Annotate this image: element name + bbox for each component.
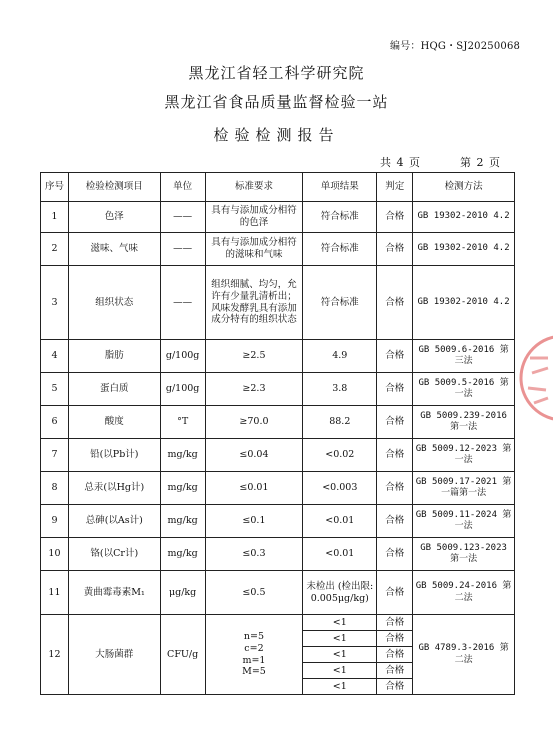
cell-no: 2 bbox=[41, 233, 69, 266]
cell-method: GB 5009.11-2024 第一法 bbox=[413, 505, 515, 538]
cell-method: GB 5009.12-2023 第一法 bbox=[413, 439, 515, 472]
cell-result: <1 bbox=[303, 631, 377, 647]
cell-verdict: 合格 bbox=[377, 571, 413, 615]
requirement-n: n=5 bbox=[243, 630, 265, 642]
cell-method: GB 19302-2010 4.2 bbox=[413, 266, 515, 340]
cell-unit: —— bbox=[160, 266, 205, 340]
org-name-primary: 黑龙江省轻工科学研究院 bbox=[188, 64, 365, 82]
cell-item: 酸度 bbox=[68, 406, 160, 439]
cell-result: <1 bbox=[303, 679, 377, 695]
cell-verdict: 合格 bbox=[377, 340, 413, 373]
cell-no: 1 bbox=[41, 202, 69, 233]
cell-result: 88.2 bbox=[303, 406, 377, 439]
cell-result: 4.9 bbox=[303, 340, 377, 373]
cell-result: <0.003 bbox=[303, 472, 377, 505]
cell-unit: g/100g bbox=[160, 340, 205, 373]
cell-no: 10 bbox=[41, 538, 69, 571]
cell-item: 蛋白质 bbox=[68, 373, 160, 406]
cell-item: 滋味、气味 bbox=[68, 233, 160, 266]
cell-item: 组织状态 bbox=[68, 266, 160, 340]
cell-unit: —— bbox=[160, 233, 205, 266]
cell-verdict: 合格 bbox=[377, 406, 413, 439]
cell-no: 11 bbox=[41, 571, 69, 615]
cell-requirement: 组织细腻、均匀，允许有少量乳清析出；风味发酵乳具有添加成分特有的组织状态 bbox=[205, 266, 303, 340]
col-header-verdict: 判定 bbox=[377, 173, 413, 202]
cell-unit: μg/kg bbox=[160, 571, 205, 615]
cell-verdict: 合格 bbox=[377, 266, 413, 340]
cell-requirement: 具有与添加成分相符的滋味和气味 bbox=[205, 233, 303, 266]
document-number: 编号：HQG・SJ20250068 bbox=[390, 41, 521, 52]
cell-item: 铅(以Pb计) bbox=[68, 439, 160, 472]
cell-method: GB 5009.5-2016 第一法 bbox=[413, 373, 515, 406]
cell-method: GB 5009.239-2016 第一法 bbox=[413, 406, 515, 439]
cell-no: 6 bbox=[41, 406, 69, 439]
cell-no: 7 bbox=[41, 439, 69, 472]
col-header-method: 检测方法 bbox=[413, 173, 515, 202]
cell-no: 12 bbox=[41, 615, 69, 695]
cell-method: GB 5009.123-2023 第一法 bbox=[413, 538, 515, 571]
cell-verdict: 合格 bbox=[377, 647, 413, 663]
cell-requirement: 具有与添加成分相符的色泽 bbox=[205, 202, 303, 233]
cell-item: 色泽 bbox=[68, 202, 160, 233]
requirement-M: M=5 bbox=[242, 666, 266, 678]
cell-result: 符合标准 bbox=[303, 233, 377, 266]
page-current: 第 2 页 bbox=[460, 156, 501, 169]
cell-result: 符合标准 bbox=[303, 202, 377, 233]
cell-result: <0.02 bbox=[303, 439, 377, 472]
cell-no: 5 bbox=[41, 373, 69, 406]
cell-method: GB 19302-2010 4.2 bbox=[413, 202, 515, 233]
col-header-item: 检验检测项目 bbox=[68, 173, 160, 202]
cell-verdict: 合格 bbox=[377, 615, 413, 631]
col-header-result: 单项结果 bbox=[303, 173, 377, 202]
cell-no: 9 bbox=[41, 505, 69, 538]
cell-requirement bbox=[205, 615, 303, 695]
table-row bbox=[41, 439, 515, 472]
col-header-no: 序号 bbox=[41, 173, 69, 202]
report-title: 检验检测报告 bbox=[213, 126, 340, 144]
cell-method: GB 5009.6-2016 第三法 bbox=[413, 340, 515, 373]
cell-verdict: 合格 bbox=[377, 472, 413, 505]
col-header-unit: 单位 bbox=[160, 173, 205, 202]
cell-requirement: ≤0.1 bbox=[205, 505, 303, 538]
cell-verdict: 合格 bbox=[377, 233, 413, 266]
cell-unit: mg/kg bbox=[160, 505, 205, 538]
cell-result: <0.01 bbox=[303, 538, 377, 571]
inspection-results-table bbox=[40, 172, 515, 695]
cell-verdict: 合格 bbox=[377, 631, 413, 647]
table-row-coliform bbox=[41, 615, 515, 631]
table-row bbox=[41, 571, 515, 615]
table-row bbox=[41, 472, 515, 505]
cell-result: 符合标准 bbox=[303, 266, 377, 340]
cell-unit: °T bbox=[160, 406, 205, 439]
cell-item: 大肠菌群 bbox=[68, 615, 160, 695]
table-row bbox=[41, 202, 515, 233]
page-indicator bbox=[380, 154, 501, 170]
cell-result: <1 bbox=[303, 663, 377, 679]
cell-item: 脂肪 bbox=[68, 340, 160, 373]
cell-result: 3.8 bbox=[303, 373, 377, 406]
table-row bbox=[41, 340, 515, 373]
requirement-c: c=2 bbox=[244, 642, 264, 654]
table-row bbox=[41, 233, 515, 266]
cell-requirement: ≤0.04 bbox=[205, 439, 303, 472]
cell-result: <1 bbox=[303, 615, 377, 631]
table-header-row bbox=[41, 173, 515, 202]
cell-no: 4 bbox=[41, 340, 69, 373]
cell-unit: CFU/g bbox=[160, 615, 205, 695]
cell-verdict: 合格 bbox=[377, 663, 413, 679]
cell-unit: mg/kg bbox=[160, 439, 205, 472]
table-row bbox=[41, 266, 515, 340]
page-total: 共 4 页 bbox=[380, 156, 421, 169]
cell-unit: mg/kg bbox=[160, 538, 205, 571]
cell-method: GB 4789.3-2016 第二法 bbox=[413, 615, 515, 695]
cell-verdict: 合格 bbox=[377, 538, 413, 571]
cell-result: <0.01 bbox=[303, 505, 377, 538]
cell-verdict: 合格 bbox=[377, 373, 413, 406]
table-row bbox=[41, 373, 515, 406]
cell-unit: g/100g bbox=[160, 373, 205, 406]
cell-result: 未检出 (检出限: 0.005μg/kg) bbox=[303, 571, 377, 615]
org-name-secondary: 黑龙江省食品质量监督检验一站 bbox=[164, 93, 389, 111]
requirement-m: m=1 bbox=[242, 654, 266, 666]
cell-item: 铬(以Cr计) bbox=[68, 538, 160, 571]
cell-method: GB 5009.24-2016 第二法 bbox=[413, 571, 515, 615]
cell-requirement: ≤0.5 bbox=[205, 571, 303, 615]
cell-method: GB 5009.17-2021 第一篇第一法 bbox=[413, 472, 515, 505]
seal-stamp-icon bbox=[518, 318, 553, 438]
cell-item: 黄曲霉毒素M₁ bbox=[68, 571, 160, 615]
cell-verdict: 合格 bbox=[377, 202, 413, 233]
cell-requirement: ≤0.3 bbox=[205, 538, 303, 571]
cell-no: 8 bbox=[41, 472, 69, 505]
cell-method: GB 19302-2010 4.2 bbox=[413, 233, 515, 266]
cell-requirement: ≥2.5 bbox=[205, 340, 303, 373]
cell-verdict: 合格 bbox=[377, 505, 413, 538]
cell-no: 3 bbox=[41, 266, 69, 340]
cell-unit: mg/kg bbox=[160, 472, 205, 505]
table-row bbox=[41, 406, 515, 439]
cell-item: 总砷(以As计) bbox=[68, 505, 160, 538]
col-header-requirement: 标准要求 bbox=[205, 173, 303, 202]
cell-requirement: ≥70.0 bbox=[205, 406, 303, 439]
cell-requirement: ≥2.3 bbox=[205, 373, 303, 406]
cell-verdict: 合格 bbox=[377, 679, 413, 695]
cell-item: 总汞(以Hg计) bbox=[68, 472, 160, 505]
table-row bbox=[41, 505, 515, 538]
table-row bbox=[41, 538, 515, 571]
cell-requirement: ≤0.01 bbox=[205, 472, 303, 505]
cell-unit: —— bbox=[160, 202, 205, 233]
cell-verdict: 合格 bbox=[377, 439, 413, 472]
cell-result: <1 bbox=[303, 647, 377, 663]
